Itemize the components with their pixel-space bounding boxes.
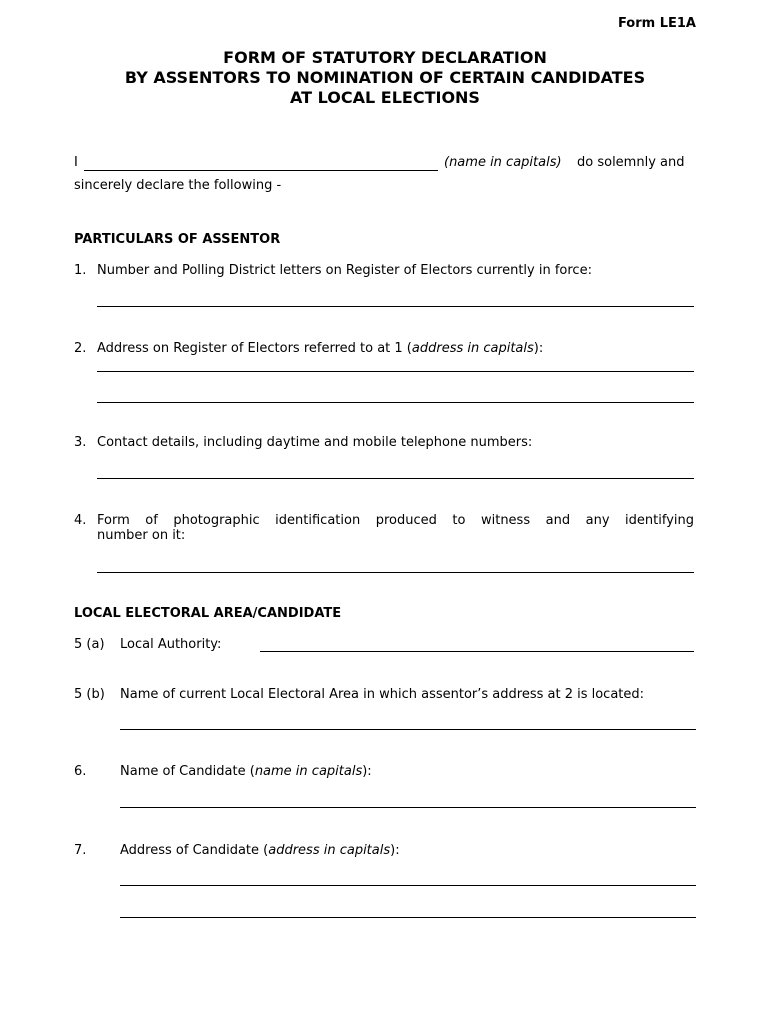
title-line-2: BY ASSENTORS TO NOMINATION OF CERTAIN CANDIDATES <box>124 68 646 87</box>
declaration-suffix: do solemnly and <box>577 155 685 170</box>
section-heading-assentor: PARTICULARS OF ASSENTOR <box>74 232 281 247</box>
item-number: 7. <box>74 843 87 858</box>
item-number: 1. <box>74 263 87 278</box>
declarant-name-field[interactable] <box>84 170 438 171</box>
item-3-field[interactable] <box>97 478 694 479</box>
item-3-text: Contact details, including daytime and mobile telephone numbers: <box>97 435 533 450</box>
item-1-field[interactable] <box>97 306 694 307</box>
item-4-field[interactable] <box>97 572 694 573</box>
item-2-field-2[interactable] <box>97 402 694 403</box>
local-authority-field[interactable] <box>260 651 694 652</box>
item-5b-text: Name of current Local Electoral Area in which assentor’s address at 2 is located: <box>120 687 645 702</box>
item-2-text: Address on Register of Electors referred to at 1 (address in capitals): <box>97 341 544 356</box>
declaration-prefix: I <box>74 155 78 170</box>
item-4-text-line-1: Form of photographic identification produced to witness and any identifying <box>97 513 694 528</box>
item-2-field-1[interactable] <box>97 371 694 372</box>
candidate-address-field-2[interactable] <box>120 917 696 918</box>
section-heading-electoral-area: LOCAL ELECTORAL AREA/CANDIDATE <box>74 606 342 621</box>
item-1-text: Number and Polling District letters on Register of Electors currently in force: <box>97 263 592 278</box>
item-4-text-line-2: number on it: <box>97 528 186 543</box>
candidate-address-field-1[interactable] <box>120 885 696 886</box>
item-6-text: Name of Candidate (name in capitals): <box>120 764 372 779</box>
item-number: 5 (a) <box>74 637 105 652</box>
local-electoral-area-field[interactable] <box>120 729 696 730</box>
form-code: Form LE1A <box>617 16 696 31</box>
declaration-name-hint: (name in capitals) <box>444 155 562 170</box>
title-line-3: AT LOCAL ELECTIONS <box>290 88 480 107</box>
declaration-line-2: sincerely declare the following - <box>74 178 282 193</box>
item-7-text: Address of Candidate (address in capitals): <box>120 843 400 858</box>
item-number: 2. <box>74 341 87 356</box>
candidate-name-field[interactable] <box>120 807 696 808</box>
item-5a-text: Local Authority: <box>120 637 222 652</box>
item-number: 5 (b) <box>74 687 105 702</box>
item-number: 3. <box>74 435 87 450</box>
title-line-1: FORM OF STATUTORY DECLARATION <box>223 48 547 67</box>
item-number: 6. <box>74 764 87 779</box>
item-number: 4. <box>74 513 87 528</box>
